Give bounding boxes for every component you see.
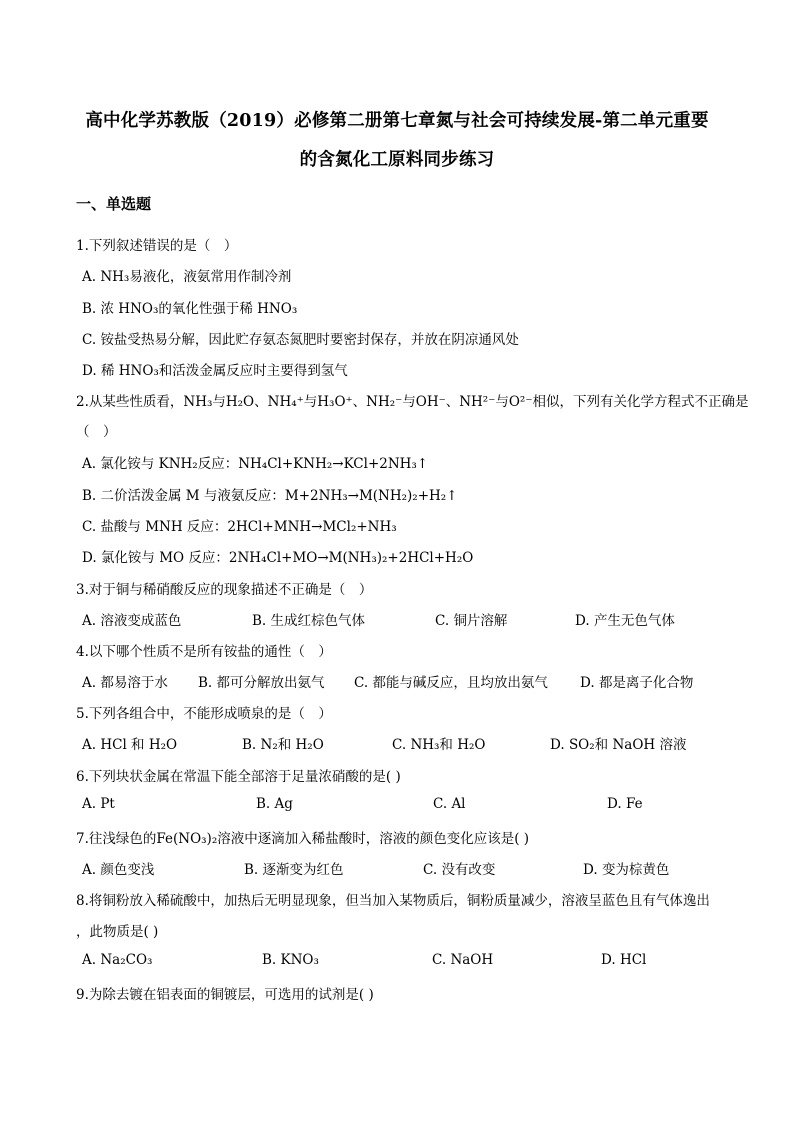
question-1-option-a[interactable]: A. NH₃易液化，液氨常用作制冷剂 bbox=[82, 269, 292, 285]
question-3-option-a[interactable]: A. 溶液变成蓝色 bbox=[82, 613, 182, 629]
question-4-stem: 4.以下哪个性质不是所有铵盐的通性（ ） bbox=[76, 644, 332, 660]
question-2-option-c[interactable]: C. 盐酸与 MNH 反应：2HCl+MNH→MCl₂+NH₃ bbox=[82, 519, 397, 535]
question-5-option-b[interactable]: B. N₂和 H₂O bbox=[242, 737, 324, 753]
question-8-stem-line-2: ，此物质是( ) bbox=[76, 924, 159, 940]
question-4-option-c[interactable]: C. 都能与碱反应，且均放出氨气 bbox=[354, 675, 548, 691]
question-9-stem: 9.为除去镀在铝表面的铜镀层，可选用的试剂是( ) bbox=[76, 987, 374, 1003]
question-1-option-c[interactable]: C. 铵盐受热易分解，因此贮存氨态氮肥时要密封保存，并放在阴凉通风处 bbox=[82, 332, 519, 348]
question-2-option-d[interactable]: D. 氯化铵与 MO 反应：2NH₄Cl+MO→M(NH₃)₂+2HCl+H₂O bbox=[82, 550, 474, 566]
question-1-stem: 1.下列叙述错误的是（ ） bbox=[76, 238, 238, 254]
question-8-stem-line-1: 8.将铜粉放入稀硫酸中，加热后无明显现象，但当加入某物质后，铜粉质量减少，溶液呈蓝色且有气体逸出 bbox=[76, 893, 710, 909]
question-3-option-c[interactable]: C. 铜片溶解 bbox=[435, 613, 508, 629]
question-8-option-d[interactable]: D. HCl bbox=[601, 952, 647, 968]
question-7-option-d[interactable]: D. 变为棕黄色 bbox=[583, 862, 670, 878]
question-7-option-c[interactable]: C. 没有改变 bbox=[423, 862, 496, 878]
question-1-option-b[interactable]: B. 浓 HNO₃的氧化性强于稀 HNO₃ bbox=[82, 301, 298, 317]
question-5-option-d[interactable]: D. SO₂和 NaOH 溶液 bbox=[550, 737, 687, 753]
document-title-line-2: 的含氮化工原料同步练习 bbox=[299, 150, 495, 170]
question-8-option-b[interactable]: B. KNO₃ bbox=[262, 952, 319, 968]
document-title-line-1: 高中化学苏教版（2019）必修第二册第七章氮与社会可持续发展-第二单元重要 bbox=[85, 111, 709, 131]
question-7-option-b[interactable]: B. 逐渐变为红色 bbox=[244, 862, 344, 878]
question-2-option-b[interactable]: B. 二价活泼金属 M 与液氨反应：M+2NH₃→M(NH₂)₂+H₂↑ bbox=[82, 488, 458, 504]
question-2-stem-line-1: 2.从某些性质看，NH₃与H₂O、NH₄⁺与H₃O⁺、NH₂⁻与OH⁻、NH²⁻与O²⁻相似，下列有关化学方程式不正确是 bbox=[76, 394, 749, 410]
question-4-option-b[interactable]: B. 都可分解放出氨气 bbox=[198, 675, 325, 691]
question-3-option-b[interactable]: B. 生成红棕色气体 bbox=[252, 613, 366, 629]
question-8-option-a[interactable]: A. Na₂CO₃ bbox=[82, 952, 153, 968]
question-7-option-a[interactable]: A. 颜色变浅 bbox=[82, 862, 155, 878]
question-6-stem: 6.下列块状金属在常温下能全部溶于足量浓硝酸的是( ) bbox=[76, 769, 401, 785]
question-1-option-d[interactable]: D. 稀 HNO₃和活泼金属反应时主要得到氢气 bbox=[82, 363, 348, 379]
question-2-option-a[interactable]: A. 氯化铵与 KNH₂反应：NH₄Cl+KNH₂→KCl+2NH₃↑ bbox=[82, 456, 429, 472]
question-6-option-a[interactable]: A. Pt bbox=[82, 796, 115, 812]
question-8-option-c[interactable]: C. NaOH bbox=[432, 952, 494, 968]
question-3-stem: 3.对于铜与稀硝酸反应的现象描述不正确是（ ） bbox=[76, 582, 373, 598]
question-4-option-d[interactable]: D. 都是离子化合物 bbox=[580, 675, 694, 691]
question-6-option-c[interactable]: C. Al bbox=[433, 796, 466, 812]
question-6-option-d[interactable]: D. Fe bbox=[607, 796, 643, 812]
question-5-option-c[interactable]: C. NH₃和 H₂O bbox=[392, 737, 486, 753]
question-7-stem: 7.往浅绿色的Fe(NO₃)₂溶液中逐滴加入稀盐酸时，溶液的颜色变化应该是( ) bbox=[76, 831, 530, 847]
question-4-option-a[interactable]: A. 都易溶于水 bbox=[82, 675, 168, 691]
question-5-stem: 5.下列各组合中，不能形成喷泉的是（ ） bbox=[76, 706, 332, 722]
question-6-option-b[interactable]: B. Ag bbox=[256, 796, 293, 812]
question-2-stem-line-2: （ ） bbox=[76, 424, 117, 440]
section-heading: 一、单选题 bbox=[76, 195, 152, 213]
question-3-option-d[interactable]: D. 产生无色气体 bbox=[575, 613, 675, 629]
question-5-option-a[interactable]: A. HCl 和 H₂O bbox=[82, 737, 178, 753]
